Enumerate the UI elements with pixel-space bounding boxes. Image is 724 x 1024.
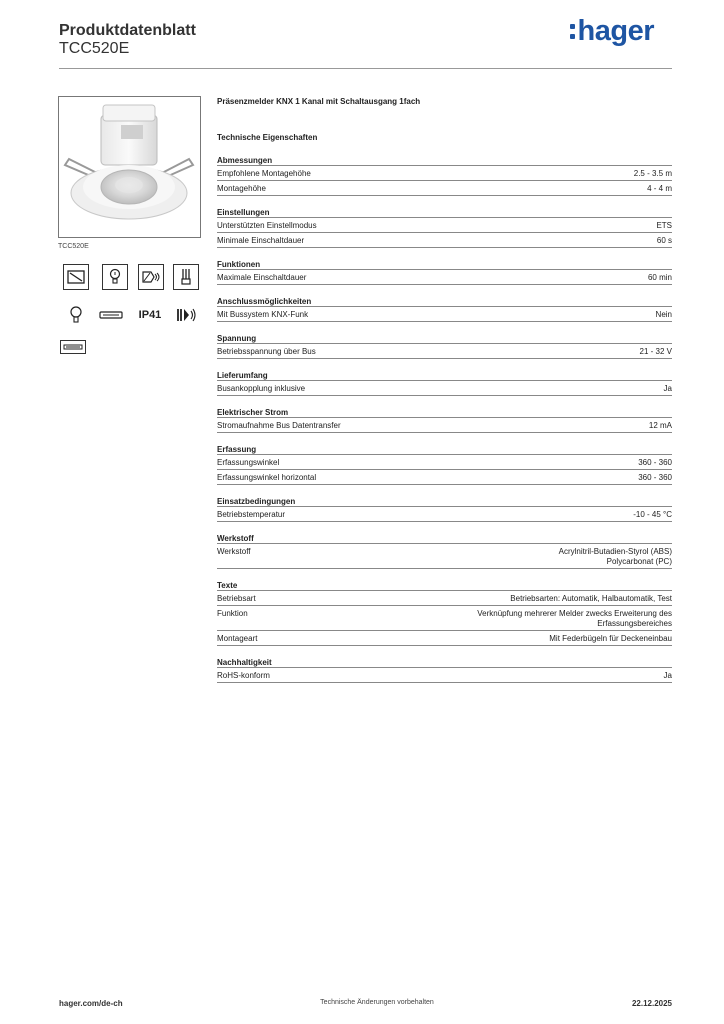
- spec-value: 2.5 - 3.5 m: [633, 169, 672, 178]
- spec-label: Betriebsspannung über Bus: [217, 347, 316, 356]
- spec-section: [217, 580, 672, 646]
- spec-section: [217, 533, 672, 569]
- document-subtitle: TCC520E: [59, 40, 130, 57]
- ip-rating-label: IP41: [138, 309, 162, 321]
- spec-label: Funktion: [217, 609, 248, 618]
- spec-section-title: Lieferumfang: [217, 370, 672, 381]
- technical-properties-heading: Technische Eigenschaften: [217, 133, 318, 142]
- footer-website[interactable]: hager.com/de-ch: [59, 999, 123, 1008]
- spec-row: [217, 418, 672, 433]
- spec-section: [217, 155, 672, 196]
- spec-label: Erfassungswinkel: [217, 458, 280, 467]
- spec-section: [217, 496, 672, 522]
- product-image-caption: TCC520E: [58, 243, 89, 250]
- spec-row: [217, 591, 672, 606]
- spec-row: [217, 307, 672, 322]
- spec-value: Mit Federbügeln für Deckeneinbau: [549, 634, 672, 643]
- spec-section: [217, 657, 672, 683]
- brand-dots-icon: [570, 24, 575, 39]
- spec-label: Minimale Einschaltdauer: [217, 236, 305, 245]
- spec-label: Werkstoff: [217, 547, 251, 556]
- spec-section-title: Einstellungen: [217, 207, 672, 218]
- spec-section: [217, 296, 672, 322]
- product-name: Präsenzmelder KNX 1 Kanal mit Schaltausgang 1fach: [217, 97, 421, 106]
- spec-row: [217, 181, 672, 196]
- spec-label: Empfohlene Montagehöhe: [217, 169, 311, 178]
- spec-row: [217, 470, 672, 485]
- spec-value: 60 s: [656, 236, 672, 245]
- led-strip-icon: [60, 340, 86, 354]
- spec-row: [217, 218, 672, 233]
- spec-label: Betriebsart: [217, 594, 256, 603]
- bulb-clock-icon: [102, 264, 128, 290]
- spec-value: 4 - 4 m: [647, 184, 672, 193]
- spec-section-title: Einsatzbedingungen: [217, 496, 672, 507]
- spec-value: ETS: [656, 221, 672, 230]
- fluorescent-tube-icon: [98, 302, 124, 328]
- spec-value: 21 - 32 V: [639, 347, 672, 356]
- spec-section-title: Abmessungen: [217, 155, 672, 166]
- spec-label: Montagehöhe: [217, 184, 266, 193]
- spec-value: Ja: [663, 671, 672, 680]
- spec-section-title: Texte: [217, 580, 672, 591]
- spec-value: 12 mA: [648, 421, 672, 430]
- spec-row: [217, 270, 672, 285]
- tag-wireless-icon: [138, 264, 164, 290]
- spec-value: 60 min: [647, 273, 672, 282]
- spec-row: [217, 668, 672, 683]
- spec-section-title: Spannung: [217, 333, 672, 344]
- spec-section: [217, 259, 672, 285]
- spec-section-title: Funktionen: [217, 259, 672, 270]
- spec-label: Busankopplung inklusive: [217, 384, 306, 393]
- spec-row: [217, 606, 672, 631]
- header-divider: [59, 68, 672, 69]
- spec-row: [217, 381, 672, 396]
- spec-row: [217, 166, 672, 181]
- spec-row: [217, 233, 672, 248]
- light-bulb-icon: [63, 302, 89, 328]
- spec-label: Maximale Einschaltdauer: [217, 273, 307, 282]
- spec-value: Nein: [655, 310, 672, 319]
- spec-label: Betriebstemperatur: [217, 510, 286, 519]
- spec-section: [217, 444, 672, 485]
- spec-label: Unterstützten Einstellmodus: [217, 221, 317, 230]
- spec-row: [217, 631, 672, 646]
- spec-row: [217, 544, 672, 569]
- document-title: Produktdatenblatt: [59, 22, 196, 39]
- spec-value: Acrylnitril-Butadien-Styrol (ABS) Polycarbonat (PC): [558, 547, 672, 566]
- spec-row: [217, 344, 672, 359]
- ip-rating-icon: [137, 302, 163, 328]
- fluorescent-lamp-icon: [173, 264, 199, 290]
- spec-section: [217, 333, 672, 359]
- spec-label: Stromaufnahme Bus Datentransfer: [217, 421, 341, 430]
- spec-sections: [217, 155, 672, 683]
- spec-section: [217, 370, 672, 396]
- spec-label: Erfassungswinkel horizontal: [217, 473, 317, 482]
- spec-value: 360 - 360: [638, 458, 672, 467]
- spec-section: [217, 207, 672, 248]
- spec-section-title: Werkstoff: [217, 533, 672, 544]
- spec-value: Betriebsarten: Automatik, Halbautomatik, Test: [510, 594, 672, 603]
- spec-section-title: Nachhaltigkeit: [217, 657, 672, 668]
- spec-content: [217, 97, 672, 694]
- spec-row: [217, 455, 672, 470]
- spec-row: [217, 507, 672, 522]
- spec-section-title: Elektrischer Strom: [217, 407, 672, 418]
- spec-value: Verknüpfung mehrerer Melder zwecks Erweiterung des Erfassungsbereiches: [477, 609, 672, 628]
- spec-section-title: Erfassung: [217, 444, 672, 455]
- spec-label: Mit Bussystem KNX-Funk: [217, 310, 309, 319]
- brand-logo: [570, 15, 654, 48]
- spec-section-title: Anschlussmöglichkeiten: [217, 296, 672, 307]
- footer-date: 22.12.2025: [631, 999, 672, 1008]
- spec-value: -10 - 45 °C: [633, 510, 672, 519]
- brand-logo-text: hager: [577, 15, 654, 47]
- footer-disclaimer: Technische Änderungen vorbehalten: [320, 999, 434, 1006]
- knx-rf-icon: [174, 302, 200, 328]
- ceiling-mount-icon: [63, 264, 89, 290]
- spec-value: Ja: [663, 384, 672, 393]
- spec-value: 360 - 360: [638, 473, 672, 482]
- presence-detector-illustration: [59, 97, 200, 237]
- product-image: [58, 96, 201, 238]
- spec-label: RoHS-konform: [217, 671, 270, 680]
- spec-label: Montageart: [217, 634, 258, 643]
- spec-section: [217, 407, 672, 433]
